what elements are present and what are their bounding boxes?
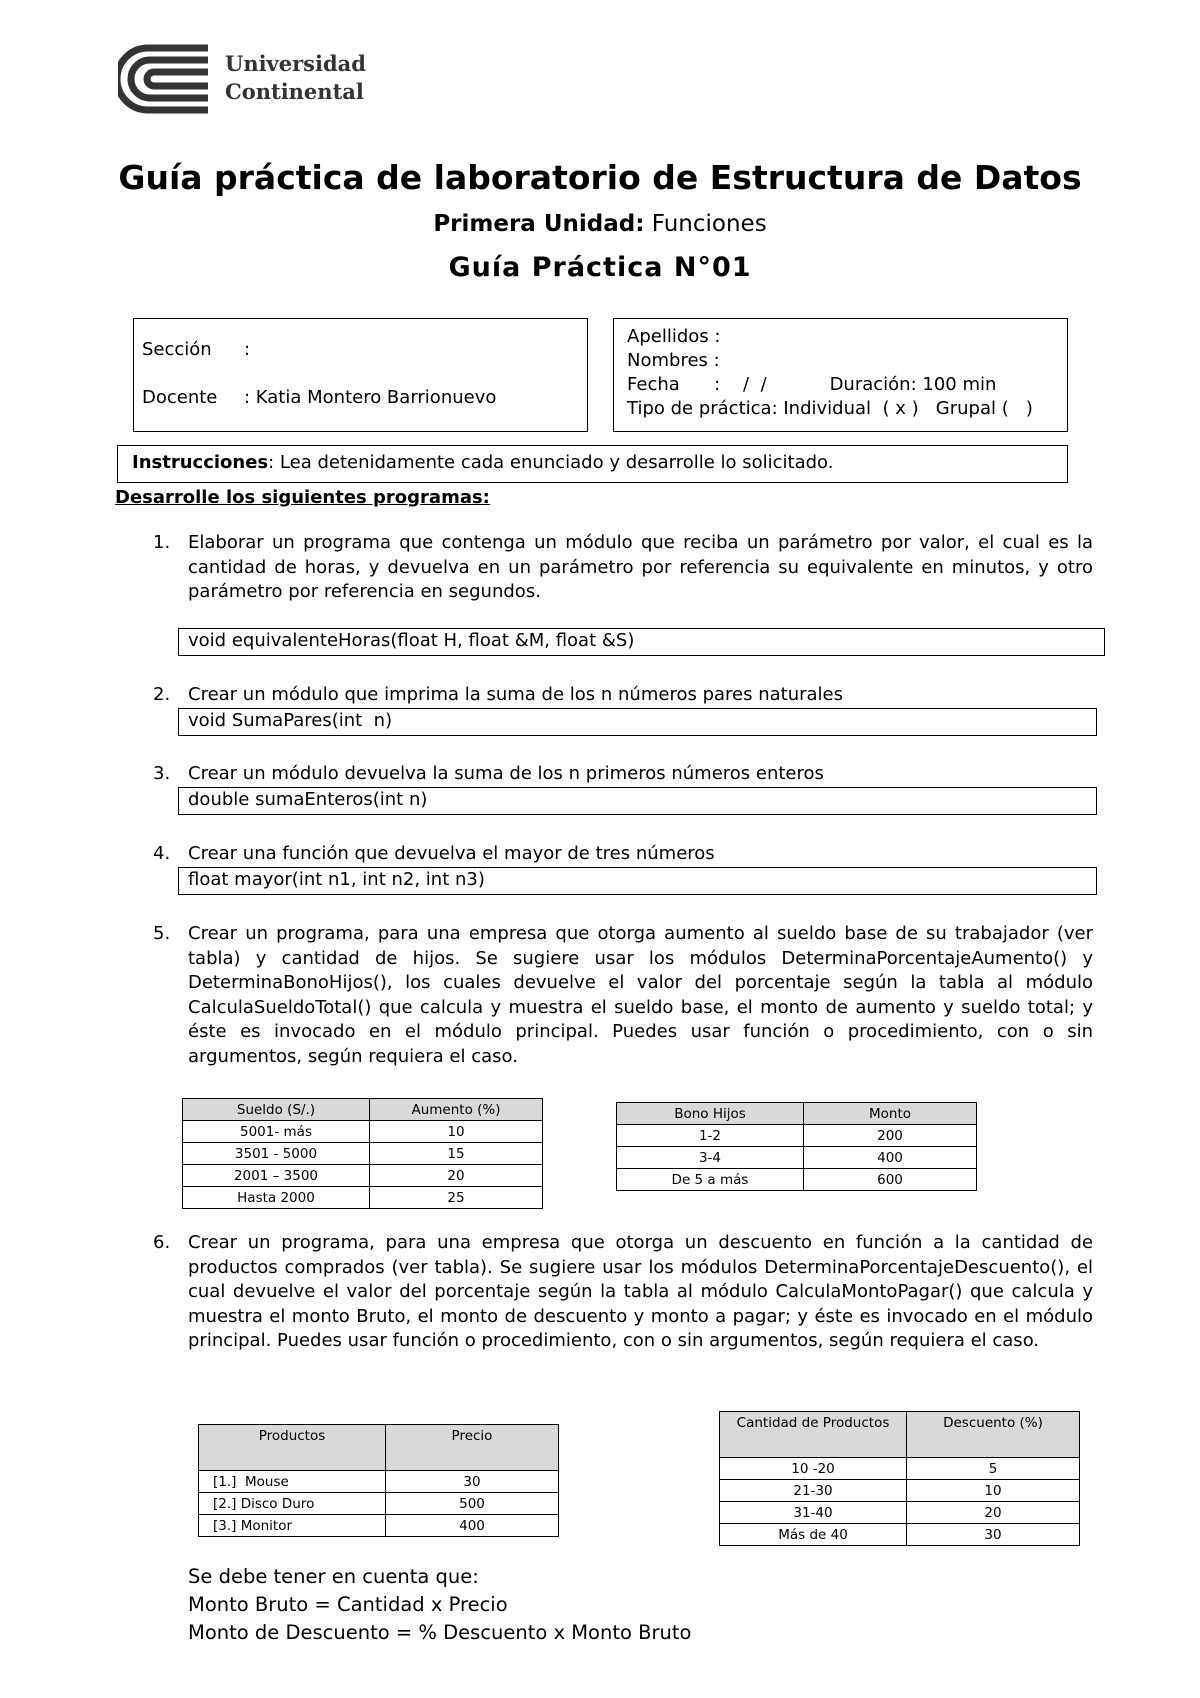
guide-number: Guía Práctica N°01: [448, 252, 752, 283]
table-cell: 10: [370, 1121, 543, 1143]
table-cell: [1.] Mouse: [199, 1471, 386, 1493]
table-row: [199, 1493, 559, 1515]
section-label: Sección: [142, 339, 212, 360]
table-row: [199, 1471, 559, 1493]
table-cell: 30: [386, 1471, 559, 1493]
exercise-number: 2.: [153, 684, 171, 705]
exercise-text: Crear un programa, para una empresa que otorga aumento al sueldo base de su trabajador (ver tabla) y cantidad de hijos. Se sugiere usar los módulos DeterminaPorcentajeAumento() y DeterminaBonoHijos(), los cuales devuelve el valor del porcentaje según la tabla al módulo CalculaSueldoTotal() que calcula y muestra el sueldo base, el monto de aumento y sueldo total; y éste es invocado en el módulo principal. Puedes usar función o procedimiento, con o sin argumentos, según requiera el caso.: [188, 923, 1093, 1067]
table-cell: 1-2: [617, 1125, 804, 1147]
page-title: Guía práctica de laboratorio de Estructura de Datos: [118, 158, 1082, 197]
table-cell: 400: [386, 1515, 559, 1537]
table-cell: De 5 a más: [617, 1169, 804, 1191]
teacher-row: [142, 387, 496, 408]
formula-notes: [188, 1563, 691, 1647]
table-cell: 20: [907, 1502, 1080, 1524]
unit-subtitle: [0, 211, 1200, 237]
table-header: Cantidad de Productos: [720, 1412, 907, 1458]
table-row: [183, 1143, 543, 1165]
course-info-box: [133, 318, 588, 432]
instructions-label: Instrucciones: [132, 452, 269, 473]
table-cell: 31-40: [720, 1502, 907, 1524]
exercise-number: 1.: [153, 532, 171, 553]
section-heading: Desarrolle los siguientes programas:: [115, 487, 490, 508]
table-cell: 30: [907, 1524, 1080, 1546]
table-cell: 400: [804, 1147, 977, 1169]
table-cell: 2001 – 3500: [183, 1165, 370, 1187]
table-cell: 600: [804, 1169, 977, 1191]
salary-raise-table: [182, 1098, 543, 1209]
table-header: Productos: [199, 1425, 386, 1471]
table-row: [617, 1169, 977, 1191]
table-row: [199, 1515, 559, 1537]
gross-amount-formula: Monto Bruto = Cantidad x Precio: [188, 1593, 508, 1616]
exercise-text: Crear un programa, para una empresa que otorga un descuento en función a la cantidad de productos comprados (ver tabla). Se sugiere usar los módulos DeterminaPorcentajeDescuento(), el cual devuelve el valor del porcentaje según la tabla al módulo CalculaMontoPagar() que calcula y muestra el monto Bruto, el monto de descuento y monto a pagar; y éste es invocado en el módulo principal. Puedes usar función o procedimiento, con o sin argumentos, según requiera el caso.: [188, 1232, 1093, 1351]
table-cell: [3.] Monitor: [199, 1515, 386, 1537]
names-field: Nombres :: [627, 350, 720, 371]
table-cell: Hasta 2000: [183, 1187, 370, 1209]
table-cell: Más de 40: [720, 1524, 907, 1546]
student-info-box: [613, 318, 1068, 432]
exercise-3-signature: double sumaEnteros(int n): [178, 787, 1097, 815]
practice-type-field: Tipo de práctica: Individual ( x ) Grupal ( ): [627, 398, 1033, 419]
table-header-row: [199, 1425, 559, 1471]
university-logo-icon: [118, 44, 213, 114]
exercise-1-signature: void equivalenteHoras(float H, float &M, float &S): [178, 628, 1105, 656]
exercise-2-signature: void SumaPares(int n): [178, 708, 1097, 736]
quantity-discount-table: [719, 1411, 1080, 1546]
unit-label: Primera Unidad:: [433, 211, 645, 237]
university-name: [225, 50, 366, 106]
table-cell: 21-30: [720, 1480, 907, 1502]
table-cell: 3-4: [617, 1147, 804, 1169]
teacher-label: Docente: [142, 387, 218, 408]
table-cell: 10: [907, 1480, 1080, 1502]
table-header-row: [617, 1103, 977, 1125]
exercise-text: Crear un módulo devuelva la suma de los n primeros números enteros: [188, 763, 824, 784]
table-cell: 10 -20: [720, 1458, 907, 1480]
table-row: [720, 1524, 1080, 1546]
table-header-row: [183, 1099, 543, 1121]
exercise-number: 4.: [153, 843, 171, 864]
table-row: [720, 1502, 1080, 1524]
table-cell: 5: [907, 1458, 1080, 1480]
instructions-box: [117, 445, 1068, 483]
table-header: Monto: [804, 1103, 977, 1125]
section-row: [142, 339, 250, 360]
exercise-text: Elaborar un programa que contenga un módulo que reciba un parámetro por valor, el cual es la cantidad de horas, y devuelva en un parámetro por referencia su equivalente en minutos, y otro parámetro por referencia en segundos.: [188, 532, 1093, 602]
discount-amount-formula: Monto de Descuento = % Descuento x Monto Bruto: [188, 1621, 692, 1644]
exercise-4-signature: float mayor(int n1, int n2, int n3): [178, 867, 1097, 895]
table-header-row: [720, 1412, 1080, 1458]
table-cell: 200: [804, 1125, 977, 1147]
exercise-number: 3.: [153, 763, 171, 784]
surnames-field: Apellidos :: [627, 326, 721, 347]
university-name-line2: Continental: [225, 79, 364, 104]
university-name-line1: Universidad: [225, 51, 366, 76]
table-header: Precio: [386, 1425, 559, 1471]
teacher-value: : Katia Montero Barrionuevo: [244, 387, 497, 408]
table-row: [183, 1165, 543, 1187]
exercise-text: Crear un módulo que imprima la suma de los n números pares naturales: [188, 684, 843, 705]
table-header: Bono Hijos: [617, 1103, 804, 1125]
table-header: Descuento (%): [907, 1412, 1080, 1458]
table-cell: 5001- más: [183, 1121, 370, 1143]
table-row: [720, 1480, 1080, 1502]
table-cell: [2.] Disco Duro: [199, 1493, 386, 1515]
exercise-text: Crear una función que devuelva el mayor de tres números: [188, 843, 715, 864]
table-cell: 20: [370, 1165, 543, 1187]
table-cell: 500: [386, 1493, 559, 1515]
table-header: Sueldo (S/.): [183, 1099, 370, 1121]
table-row: [183, 1121, 543, 1143]
table-header: Aumento (%): [370, 1099, 543, 1121]
child-bonus-table: [616, 1102, 977, 1191]
products-price-table: [198, 1424, 559, 1537]
unit-value: Funciones: [644, 211, 767, 237]
table-row: [720, 1458, 1080, 1480]
date-duration-field: Fecha : / / Duración: 100 min: [627, 374, 997, 395]
table-row: [183, 1187, 543, 1209]
exercise-number: 5.: [153, 923, 171, 944]
notes-intro: Se debe tener en cuenta que:: [188, 1565, 479, 1588]
exercise-number: 6.: [153, 1232, 171, 1253]
table-row: [617, 1147, 977, 1169]
table-cell: 25: [370, 1187, 543, 1209]
table-cell: 3501 - 5000: [183, 1143, 370, 1165]
section-value: :: [244, 339, 251, 360]
table-row: [617, 1125, 977, 1147]
instructions-text: : Lea detenidamente cada enunciado y desarrolle lo solicitado.: [268, 452, 834, 473]
table-cell: 15: [370, 1143, 543, 1165]
